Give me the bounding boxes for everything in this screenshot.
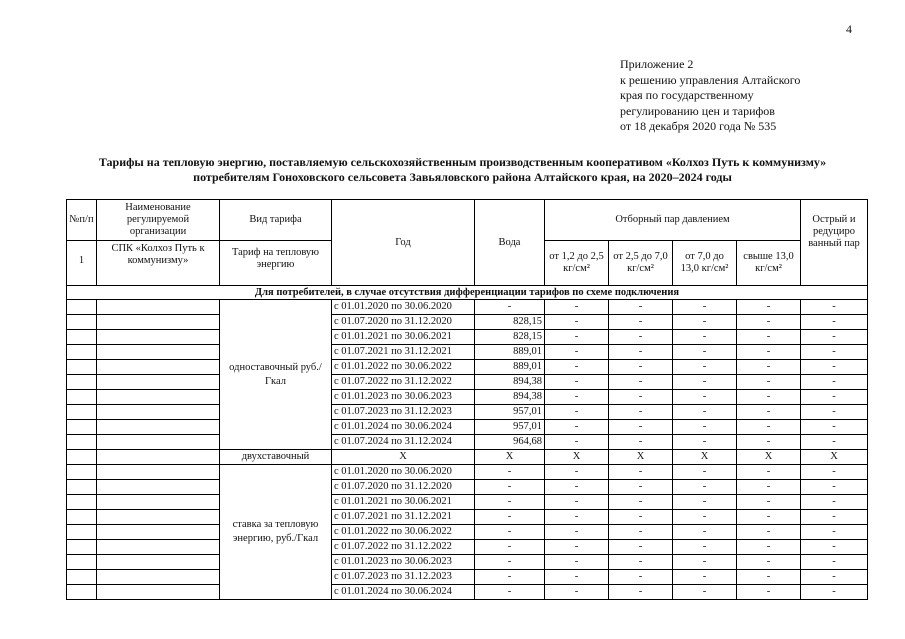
period-cell: с 01.01.2023 по 30.06.2023 — [332, 390, 475, 405]
steam-cell: - — [801, 330, 868, 345]
steam-cell: - — [609, 525, 673, 540]
steam-cell: - — [673, 360, 737, 375]
header-period: Год — [332, 200, 475, 286]
steam-cell: - — [545, 330, 609, 345]
period-cell: с 01.01.2024 по 30.06.2024 — [332, 585, 475, 600]
appendix-line: регулированию цен и тарифов — [620, 103, 775, 118]
period-cell: с 01.07.2022 по 31.12.2022 — [332, 540, 475, 555]
org-cell — [97, 450, 220, 465]
document-title — [40, 155, 885, 185]
org-cell — [97, 510, 220, 525]
water-cell: - — [475, 570, 545, 585]
steam-cell: - — [801, 360, 868, 375]
steam-cell: - — [545, 390, 609, 405]
row-num-cell — [67, 315, 97, 330]
steam-cell: - — [545, 300, 609, 315]
steam-cell: - — [609, 540, 673, 555]
steam-cell: - — [545, 375, 609, 390]
steam-cell: - — [609, 510, 673, 525]
steam-cell: - — [673, 390, 737, 405]
tariff-type-cell: двухставочный — [220, 450, 332, 465]
steam-cell: - — [673, 495, 737, 510]
steam-cell: - — [609, 390, 673, 405]
row-num-cell — [67, 525, 97, 540]
water-cell: 828,15 — [475, 315, 545, 330]
steam-cell: - — [609, 585, 673, 600]
appendix-line: от 18 декабря 2020 года № 535 — [620, 119, 777, 133]
period-cell: с 01.01.2024 по 30.06.2024 — [332, 420, 475, 435]
header-org: Наименование регулируемой организации — [97, 200, 220, 241]
steam-cell: - — [737, 510, 801, 525]
steam-cell: - — [673, 585, 737, 600]
steam-cell: - — [673, 420, 737, 435]
table-row — [67, 510, 868, 525]
water-cell: 894,38 — [475, 375, 545, 390]
steam-cell: - — [801, 435, 868, 450]
steam-cell: - — [673, 330, 737, 345]
steam-cell: - — [673, 375, 737, 390]
table-row — [67, 465, 868, 480]
appendix-block — [620, 57, 800, 135]
header-num: №п/п — [67, 200, 97, 241]
steam-cell: - — [737, 555, 801, 570]
steam-cell: - — [801, 495, 868, 510]
value-cell: X — [332, 450, 475, 465]
org-cell — [97, 435, 220, 450]
table-row — [67, 360, 868, 375]
period-cell: с 01.07.2022 по 31.12.2022 — [332, 375, 475, 390]
steam-cell: - — [545, 480, 609, 495]
table-row — [67, 525, 868, 540]
value-cell: X — [475, 450, 545, 465]
steam-cell: - — [673, 570, 737, 585]
steam-cell: - — [737, 525, 801, 540]
steam-cell: - — [673, 465, 737, 480]
row-num-cell — [67, 390, 97, 405]
org-cell — [97, 525, 220, 540]
row-num-cell — [67, 510, 97, 525]
section-row — [67, 286, 868, 300]
row-num-cell — [67, 405, 97, 420]
steam-cell: - — [673, 540, 737, 555]
water-cell: - — [475, 510, 545, 525]
period-cell: с 01.07.2021 по 31.12.2021 — [332, 510, 475, 525]
org-cell — [97, 555, 220, 570]
steam-cell: - — [801, 585, 868, 600]
org-cell — [97, 360, 220, 375]
steam-cell: - — [737, 585, 801, 600]
value-cell: X — [737, 450, 801, 465]
steam-cell: - — [609, 480, 673, 495]
water-cell: - — [475, 480, 545, 495]
steam-cell: - — [801, 570, 868, 585]
water-cell: 957,01 — [475, 420, 545, 435]
steam-cell: - — [609, 375, 673, 390]
steam-cell: - — [801, 540, 868, 555]
row-num-cell — [67, 360, 97, 375]
org-cell — [97, 315, 220, 330]
steam-cell: - — [801, 555, 868, 570]
appendix-line: Приложение 2 — [620, 57, 694, 71]
value-cell: X — [673, 450, 737, 465]
table-row — [67, 555, 868, 570]
period-cell: с 01.01.2021 по 30.06.2021 — [332, 330, 475, 345]
steam-cell: - — [673, 435, 737, 450]
steam-cell: - — [545, 495, 609, 510]
water-cell: - — [475, 525, 545, 540]
row-tariff-type: Тариф на тепловую энергию — [220, 241, 332, 286]
org-cell — [97, 480, 220, 495]
steam-cell: - — [737, 480, 801, 495]
steam-cell: - — [609, 420, 673, 435]
organization-name: СПК «Колхоз Путь к коммунизму» — [97, 241, 220, 286]
header-steam-2: от 2,5 до 7,0 кг/см² — [609, 241, 673, 286]
org-cell — [97, 420, 220, 435]
org-cell — [97, 375, 220, 390]
header-steam-1: от 1,2 до 2,5 кг/см² — [545, 241, 609, 286]
row-num-cell — [67, 420, 97, 435]
row-num-cell — [67, 435, 97, 450]
steam-cell: - — [801, 510, 868, 525]
row-num-cell — [67, 495, 97, 510]
row-num-cell — [67, 465, 97, 480]
table-row — [67, 330, 868, 345]
header-steam-group: Отборный пар давлением — [545, 200, 801, 241]
period-cell: с 01.07.2024 по 31.12.2024 — [332, 435, 475, 450]
tariff-table — [66, 199, 868, 600]
steam-cell: - — [737, 420, 801, 435]
steam-cell: - — [801, 375, 868, 390]
water-cell: 828,15 — [475, 330, 545, 345]
steam-cell: - — [673, 405, 737, 420]
steam-cell: - — [801, 420, 868, 435]
value-cell: X — [609, 450, 673, 465]
value-cell: X — [801, 450, 868, 465]
steam-cell: - — [801, 405, 868, 420]
steam-cell: - — [545, 435, 609, 450]
period-cell: с 01.07.2023 по 31.12.2023 — [332, 405, 475, 420]
period-cell: с 01.07.2020 по 31.12.2020 — [332, 480, 475, 495]
steam-cell: - — [737, 540, 801, 555]
steam-cell: - — [737, 330, 801, 345]
row-num-cell — [67, 540, 97, 555]
steam-cell: - — [801, 480, 868, 495]
table-row — [67, 450, 868, 465]
row-num-cell — [67, 570, 97, 585]
steam-cell: - — [673, 345, 737, 360]
header-type: Вид тарифа — [220, 200, 332, 241]
table-row — [67, 420, 868, 435]
row-num-cell — [67, 345, 97, 360]
table-row — [67, 570, 868, 585]
period-cell: с 01.01.2021 по 30.06.2021 — [332, 495, 475, 510]
steam-cell: - — [609, 570, 673, 585]
org-cell — [97, 405, 220, 420]
water-cell: - — [475, 465, 545, 480]
steam-cell: - — [737, 465, 801, 480]
steam-cell: - — [737, 405, 801, 420]
row-num-cell — [67, 480, 97, 495]
steam-cell: - — [545, 420, 609, 435]
org-cell — [97, 570, 220, 585]
steam-cell: - — [801, 390, 868, 405]
steam-cell: - — [609, 435, 673, 450]
steam-cell: - — [737, 495, 801, 510]
row-number: 1 — [67, 241, 97, 286]
steam-cell: - — [609, 495, 673, 510]
steam-cell: - — [801, 465, 868, 480]
title-line: Тарифы на тепловую энергию, поставляемую сельскохозяйственным производственным кооперативом «Колхоз Путь к коммунизму» — [98, 155, 827, 169]
org-cell — [97, 300, 220, 315]
water-cell: 889,01 — [475, 360, 545, 375]
steam-cell: - — [737, 345, 801, 360]
table-row — [67, 435, 868, 450]
table-row — [67, 300, 868, 315]
steam-cell: - — [801, 345, 868, 360]
steam-cell: - — [673, 525, 737, 540]
water-cell: 894,38 — [475, 390, 545, 405]
water-cell: 957,01 — [475, 405, 545, 420]
table-row — [67, 315, 868, 330]
steam-cell: - — [545, 570, 609, 585]
steam-cell: - — [545, 465, 609, 480]
header-row — [67, 200, 868, 241]
steam-cell: - — [545, 345, 609, 360]
steam-cell: - — [545, 540, 609, 555]
steam-cell: - — [545, 585, 609, 600]
org-cell — [97, 345, 220, 360]
title-line: потребителям Гоноховского сельсовета Завьяловского района Алтайского края, на 2020–2024 годы — [193, 170, 732, 184]
steam-cell: - — [609, 555, 673, 570]
steam-cell: - — [673, 300, 737, 315]
steam-cell: - — [545, 555, 609, 570]
row-num-cell — [67, 585, 97, 600]
header-water: Вода — [475, 200, 545, 286]
water-cell: - — [475, 300, 545, 315]
table-row — [67, 405, 868, 420]
steam-cell: - — [545, 525, 609, 540]
org-cell — [97, 540, 220, 555]
header-steam-4: свыше 13,0 кг/см² — [737, 241, 801, 286]
steam-cell: - — [609, 465, 673, 480]
steam-cell: - — [609, 405, 673, 420]
page-number: 4 — [846, 22, 852, 36]
period-cell: с 01.01.2022 по 30.06.2022 — [332, 525, 475, 540]
steam-cell: - — [545, 360, 609, 375]
section-label: Для потребителей, в случае отсутствия дифференциации тарифов по схеме подключения — [67, 286, 868, 300]
org-cell — [97, 585, 220, 600]
steam-cell: - — [609, 330, 673, 345]
tariff-type-cell: одноставочный руб./Гкал — [220, 300, 332, 450]
table-row — [67, 390, 868, 405]
steam-cell: - — [545, 510, 609, 525]
row-num-cell — [67, 555, 97, 570]
row-num-cell — [67, 300, 97, 315]
period-cell: с 01.07.2020 по 31.12.2020 — [332, 315, 475, 330]
steam-cell: - — [609, 345, 673, 360]
steam-cell: - — [609, 360, 673, 375]
period-cell: с 01.07.2021 по 31.12.2021 — [332, 345, 475, 360]
header-sharp-steam: Острый и редуциро ванный пар — [801, 200, 868, 286]
water-cell: - — [475, 540, 545, 555]
water-cell: - — [475, 495, 545, 510]
period-cell: с 01.01.2023 по 30.06.2023 — [332, 555, 475, 570]
table-row — [67, 540, 868, 555]
steam-cell: - — [737, 375, 801, 390]
water-cell: 889,01 — [475, 345, 545, 360]
table-row — [67, 345, 868, 360]
appendix-line: края по государственному — [620, 88, 754, 102]
table-row — [67, 585, 868, 600]
steam-cell: - — [737, 435, 801, 450]
steam-cell: - — [737, 390, 801, 405]
steam-cell: - — [609, 300, 673, 315]
header-steam-3: от 7,0 до 13,0 кг/см² — [673, 241, 737, 286]
steam-cell: - — [737, 315, 801, 330]
steam-cell: - — [545, 405, 609, 420]
steam-cell: - — [673, 315, 737, 330]
table-row — [67, 375, 868, 390]
steam-cell: - — [673, 555, 737, 570]
steam-cell: - — [673, 480, 737, 495]
steam-cell: - — [801, 315, 868, 330]
steam-cell: - — [737, 300, 801, 315]
org-cell — [97, 465, 220, 480]
steam-cell: - — [737, 360, 801, 375]
row-num-cell — [67, 450, 97, 465]
steam-cell: - — [737, 570, 801, 585]
steam-cell: - — [673, 510, 737, 525]
steam-cell: - — [801, 525, 868, 540]
row-num-cell — [67, 330, 97, 345]
water-cell: - — [475, 585, 545, 600]
org-cell — [97, 390, 220, 405]
row-num-cell — [67, 375, 97, 390]
org-cell — [97, 330, 220, 345]
period-cell: с 01.01.2022 по 30.06.2022 — [332, 360, 475, 375]
period-cell: с 01.01.2020 по 30.06.2020 — [332, 465, 475, 480]
water-cell: - — [475, 555, 545, 570]
table-row — [67, 480, 868, 495]
steam-cell: - — [545, 315, 609, 330]
period-cell: с 01.01.2020 по 30.06.2020 — [332, 300, 475, 315]
water-cell: 964,68 — [475, 435, 545, 450]
table-row — [67, 495, 868, 510]
period-cell: с 01.07.2023 по 31.12.2023 — [332, 570, 475, 585]
steam-cell: - — [609, 315, 673, 330]
value-cell: X — [545, 450, 609, 465]
tariff-type-cell: ставка за тепловую энергию, руб./Гкал — [220, 465, 332, 600]
appendix-line: к решению управления Алтайского — [620, 72, 801, 87]
steam-cell: - — [801, 300, 868, 315]
org-cell — [97, 495, 220, 510]
